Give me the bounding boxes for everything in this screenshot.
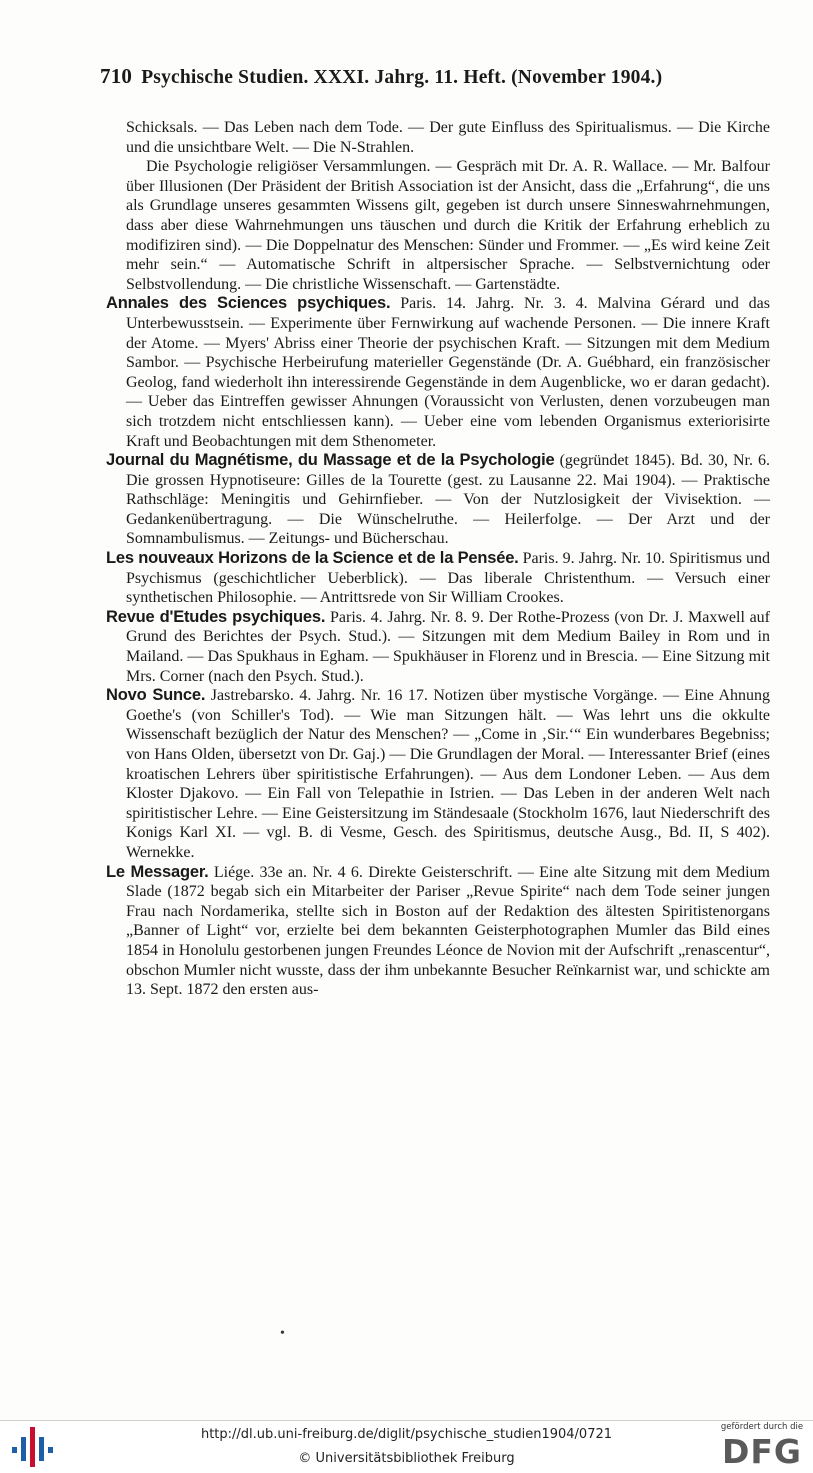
entry-text: Liége. 33e an. Nr. 4 6. Direkte Geisterschrift. — Eine alte Sitzung mit dem Medium Slade (1872 begab sich ein Mitarbeiter der Pariser „Revue Spirite“ nach dem Tode seiner jungen Frau nach Nordamerika, stellte sich in Boston auf der Redaktion des ältesten Spiritistenorgans „Banner of Light“ vor, erzielte bei dem bekannten Geisterphotographen Mumler das Bild eines 1854 in Honolulu gestorbenen jungen Freundes Léonce de Novion mit der Aufschrift „renascentur“, obschon Mumler nicht wusste, dass der ihm unbekannte Besucher Reïnkarnist war, und schickte am 13. Sept. 1872 den ersten aus- [126, 863, 771, 999]
journal-title: Revue d'Etudes psychiques. [106, 607, 326, 626]
entry-text: Jastrebarsko. 4. Jahrg. Nr. 16 17. Notizen über mystische Vorgänge. — Eine Ahnung Goethe's (von Schiller's Tod). — Wie man Sitzungen hält. — Was lehrt uns die okkulte Wissenschaft bezüglich der Natur des Menschen? — „Come in ‚Sir.‘“ Ein wunderbares Begebniss; von Hans Olden, übersetzt von Dr. Gaj.) — Die Grundlagen der Moral. — Interessanter Brief (eines kroatischen Lehrers über spiritistische Erfahrungen). — Aus dem Londoner Leben. — Aus dem Kloster Djakovo. — Ein Fall von Telepathie in Istrien. — Das Leben in der anderen Welt nach spiritistischer Lehre. — Eine Geistersitzung im Ständesaale (Stockholm 1676, laut Niederschrift des Konigs Karl XI. — vgl. B. di Vesme, Gesch. des Spiritismus, deutsche Ausg., Bd. II, S 402). Wernekke. [126, 687, 770, 861]
journal-entry [106, 863, 770, 1000]
dfg-wordmark: DFG [721, 1432, 803, 1471]
journal-entry [106, 686, 770, 862]
dfg-caption: gefördert durch die [720, 1422, 804, 1432]
dfg-logo [716, 1421, 808, 1473]
library-footer [0, 1421, 813, 1473]
journal-title: Les nouveaux Horizons de la Science et de la Pensée. [106, 549, 519, 568]
page-mark: • [280, 1326, 285, 1341]
entry-text-continued: Die Psychologie religiöser Versammlungen. — Gespräch mit Dr. A. R. Wallace. — Mr. Balfour über Illusionen (Der Präsident der British Association ist der Ansicht, dass die „Erfahrung“, die uns als Grundlage unseres gesammten Wissens gilt, gegeben ist durch unsere Sinneswahrnehmungen, dass aber diese Wahrnehmungen uns täuschen und durch die Kritik der Erfahrung erheblich zu modifiziren sind). — Die Doppelnatur des Menschen: Sünder und Frommer. — „Es wird keine Zeit mehr sein.“ — Automatische Schrift in altpersischer Sprache. — Selbstvernichtung oder Selbstvollendung. — Die christliche Wissenschaft. — Gartenstädte. [126, 158, 770, 293]
entry-text: Schicksals. — Das Leben nach dem Tode. — Der gute Einfluss des Spiritualismus. — Die Kirche und die unsichtbare Welt. — Die N-Strahlen. [126, 119, 770, 156]
journal-entry [106, 294, 770, 451]
journal-title: Novo Sunce. [106, 686, 206, 705]
journal-entry [106, 608, 770, 686]
entry-text: Paris. 4. Jahrg. Nr. 8. 9. Der Rothe-Prozess (von Dr. J. Maxwell auf Grund des Berichtes der Psych. Stud.). — Sitzungen mit dem Medium Bailey in Rom und in Mailand. — Das Spukhaus in Egham. — Spukhäuser in Florenz und in Brescia. — Eine Sitzung mit Mrs. Corner (nach den Psych. Stud.). [126, 608, 771, 685]
entry-text: (gegründet 1845). Bd. 30, Nr. 6. Die grossen Hypnotiseure: Gilles de la Tourette (gest. zu Lausanne 22. Mai 1904). — Praktische Rathschläge: Meningitis und Gehirnfieber. — Von der Nutzlosigkeit der Vivisektion. — Gedankenübertragung. — Die Wünschelruthe. — Heilerfolge. — Der Arzt und der Somnambulismus. — Zeitungs- und Bücherschau. [126, 452, 770, 548]
page-number: 710 [100, 64, 133, 88]
running-title: Psychische Studien. XXXI. Jahrg. 11. Heft. (November 1904.) [141, 67, 663, 88]
journal-title: Le Messager. [106, 862, 209, 881]
journal-title: Annales des Sciences psychiques. [106, 294, 391, 313]
article-body [106, 118, 770, 1000]
copyright-notice: © Universitätsbibliothek Freiburg [298, 1451, 515, 1466]
journal-entry [106, 549, 770, 608]
entry-text: Paris. 14. Jahrg. Nr. 3. 4. Malvina Gérard und das Unterbewusstsein. — Experimente über Fernwirkung auf wachende Personen. — Die innere Kraft der Atome. — Myers' Abriss einer Theorie der psychischen Kraft. — Sitzungen mit dem Medium Sambor. — Psychische Herbeirufung materieller Gegenstände (Dr. A. Guébhard, ein französischer Geolog, fand wiederholt ihn interessirende Gegenstände in dem Augenblicke, wo er daran gedacht). — Ueber das Eintreffen gewisser Ahnungen (Voraussicht von Verlusten, denen vorzubeugen man sich trotzdem nicht entschliessen kann). — Ueber eine vom lebenden Organismus exteriorisirte Kraft und Beobachtungen mit dem Sthenometer. [126, 295, 771, 450]
journal-title: Journal du Magnétisme, du Massage et de la Psychologie [106, 451, 555, 470]
continued-entry [106, 118, 770, 294]
entry-text: Paris. 9. Jahrg. Nr. 10. Spiritismus und Psychismus (geschichtlicher Ueberblick). — Das liberale Christenthum. — Versuch einer synthetischen Philosophie. — Antrittsrede von Sir William Crookes. [126, 550, 771, 607]
journal-entry [106, 451, 770, 549]
running-header [100, 64, 772, 89]
permalink-url[interactable]: http://dl.ub.uni-freiburg.de/diglit/psychische_studien1904/0721 [200, 1427, 613, 1442]
